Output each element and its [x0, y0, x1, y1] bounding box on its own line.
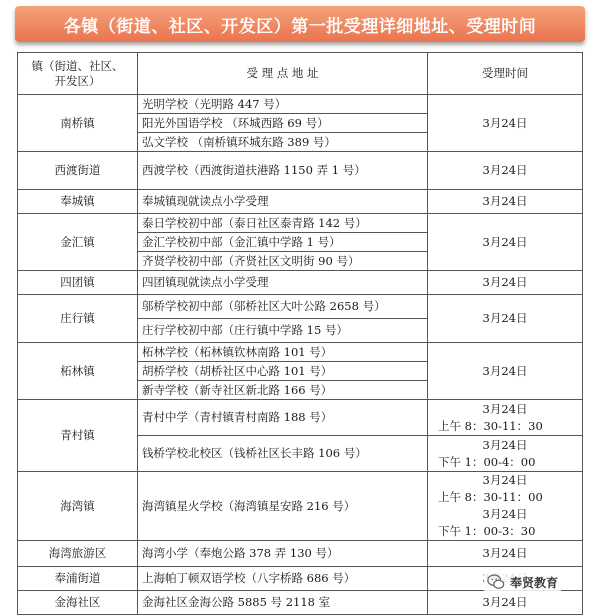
- address-cell: 弘文学校 （南桥镇环城东路 389 号）: [138, 133, 428, 152]
- town-cell: 奉城镇: [18, 190, 138, 214]
- town-cell: 金汇镇: [18, 214, 138, 271]
- time-date: 3月24日: [482, 507, 528, 521]
- address-cell: 奉城镇现就读点小学受理: [138, 190, 428, 214]
- address-cell: 阳光外国语学校 （环城西路 69 号）: [138, 114, 428, 133]
- title-banner: [15, 6, 585, 42]
- town-cell: 柘林镇: [18, 343, 138, 400]
- header-town: 镇（街道、社区、开发区）: [18, 53, 138, 95]
- time-cell: [428, 472, 583, 541]
- time-cell: [428, 400, 583, 436]
- time-slot: 上午 8：30-11：30: [438, 418, 543, 433]
- time-slot: 下午 1：00-4：00: [438, 454, 536, 469]
- address-cell: 泰日学校初中部（泰日社区泰青路 142 号）: [138, 214, 428, 233]
- time-cell: 3月24日: [428, 591, 583, 615]
- address-cell: 柘林学校（柘林镇钦林南路 101 号）: [138, 343, 428, 362]
- address-cell: 庄行学校初中部（庄行镇中学路 15 号）: [138, 319, 428, 343]
- town-cell: 奉浦街道: [18, 567, 138, 591]
- address-cell: 上海帕丁顿双语学校（八字桥路 686 号）: [138, 567, 428, 591]
- address-cell: 齐贤学校初中部（齐贤社区文明街 90 号）: [138, 252, 428, 271]
- address-cell: 金海社区金海公路 5885 号 2118 室: [138, 591, 428, 615]
- time-cell: 3月24日: [428, 541, 583, 567]
- address-cell: 西渡学校（西渡街道扶港路 1150 弄 1 号）: [138, 152, 428, 190]
- town-cell: 海湾旅游区: [18, 541, 138, 567]
- table-row: [18, 95, 583, 114]
- address-cell: 胡桥学校（胡桥社区中心路 101 号）: [138, 362, 428, 381]
- town-cell: 庄行镇: [18, 295, 138, 343]
- time-cell: 3月24日: [428, 214, 583, 271]
- address-cell: 金汇学校初中部（金汇镇中学路 1 号）: [138, 233, 428, 252]
- table-row: [18, 190, 583, 214]
- table-row: [18, 214, 583, 233]
- time-cell: 3月24日: [428, 271, 583, 295]
- table-row: [18, 271, 583, 295]
- time-cell: 3月24日: [428, 190, 583, 214]
- time-date: 3月24日: [482, 437, 528, 452]
- address-cell: 钱桥学校北校区（钱桥社区长丰路 106 号）: [138, 436, 428, 472]
- address-cell: 青村中学（青村镇青村南路 188 号）: [138, 400, 428, 436]
- address-cell: 海湾小学（奉炮公路 378 弄 130 号）: [138, 541, 428, 567]
- time-date: 3月24日: [482, 401, 528, 416]
- table-row: [18, 343, 583, 362]
- time-slot: 上午 8：30-11：00: [438, 490, 543, 504]
- time-date: 3月24日: [482, 473, 528, 487]
- town-cell: 海湾镇: [18, 472, 138, 541]
- address-cell: 海湾镇星火学校（海湾镇星安路 216 号）: [138, 472, 428, 541]
- page-title: 各镇（街道、社区、开发区）第一批受理详细地址、受理时间: [63, 16, 537, 37]
- table-row: [18, 295, 583, 319]
- address-cell: 新寺学校（新寺社区新北路 166 号）: [138, 381, 428, 400]
- table-row: [18, 472, 583, 541]
- time-cell: 3月24日: [428, 152, 583, 190]
- table-header-row: [18, 53, 583, 95]
- header-address: 受 理 点 地 址: [138, 53, 428, 95]
- time-cell: 3月24日: [428, 343, 583, 400]
- schedule-table: [17, 52, 583, 615]
- header-time: 受理时间: [428, 53, 583, 95]
- address-cell: 四团镇现就读点小学受理: [138, 271, 428, 295]
- table-row: [18, 541, 583, 567]
- town-cell: 四团镇: [18, 271, 138, 295]
- time-cell: 3月24日: [428, 295, 583, 343]
- watermark: [484, 572, 561, 592]
- town-cell: 金海社区: [18, 591, 138, 615]
- watermark-text: 奉贤教育: [510, 575, 559, 590]
- town-cell: 南桥镇: [18, 95, 138, 152]
- town-cell: 青村镇: [18, 400, 138, 472]
- time-cell: 3月24日: [428, 95, 583, 152]
- wechat-icon: [487, 573, 505, 591]
- table-row: [18, 400, 583, 436]
- address-cell: 光明学校（光明路 447 号）: [138, 95, 428, 114]
- town-cell: 西渡街道: [18, 152, 138, 190]
- time-slot: 下午 1：00-3：30: [438, 524, 536, 538]
- table-row: [18, 152, 583, 190]
- time-cell: [428, 436, 583, 472]
- address-cell: 邬桥学校初中部（邬桥社区大叶公路 2658 号）: [138, 295, 428, 319]
